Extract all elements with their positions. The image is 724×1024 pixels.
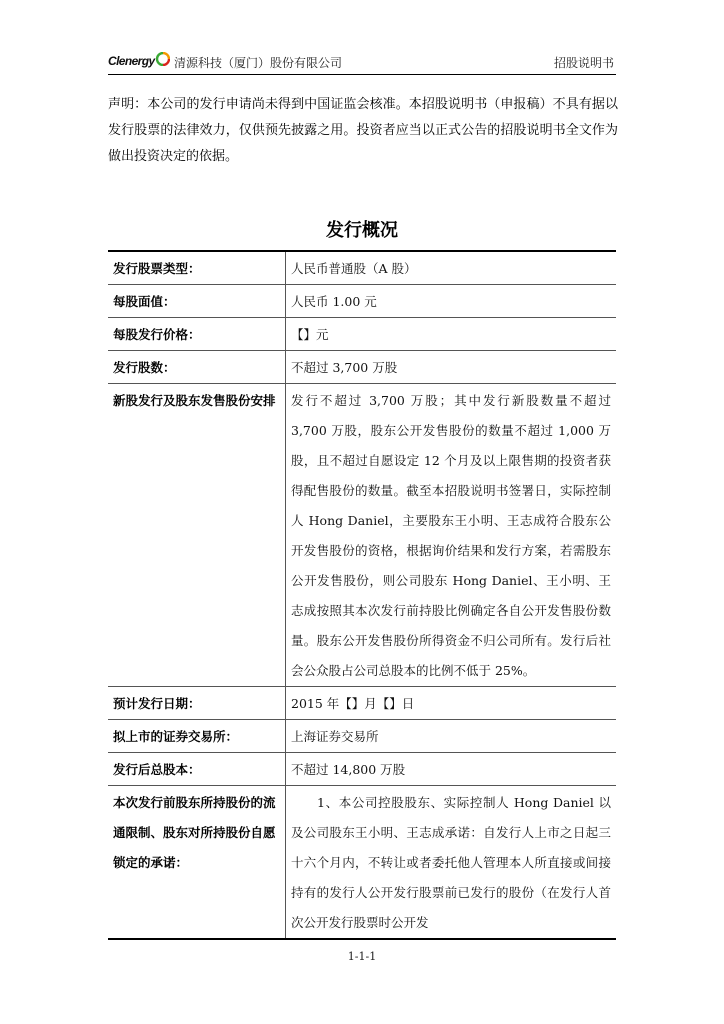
logo-swirl-icon <box>156 52 170 66</box>
table-row <box>108 251 616 285</box>
disclaimer-notice: 声明：本公司的发行申请尚未得到中国证监会核准。本招股说明书（申报稿）不具有据以发行股票的法律效力，仅供预先披露之用。投资者应当以正式公告的招股说明书全文作为做出投资决定的依据。 <box>108 97 618 164</box>
row-value: 不超过 3,700 万股 <box>286 351 617 384</box>
table-row <box>108 384 616 687</box>
row-label: 发行股票类型： <box>108 251 286 285</box>
row-label: 发行股数： <box>108 351 286 384</box>
document-type: 招股说明书 <box>553 56 614 70</box>
row-value: 人民币普通股（A 股） <box>286 251 617 285</box>
offering-overview-table <box>108 250 616 940</box>
company-logo <box>108 54 170 68</box>
row-label: 每股面值： <box>108 285 286 318</box>
row-value: 1、本公司控股股东、实际控制人 Hong Daniel 以及公司股东王小明、王志成承诺：自发行人上市之日起三十六个月内，不转让或者委托他人管理本人所直接或间接持有的发行人公开发行股票前已发行的股份（在发行人首次公开发行股票时公开发 <box>286 786 617 940</box>
row-label: 发行后总股本： <box>108 753 286 786</box>
section-title: 发行概况 <box>326 220 398 241</box>
row-label: 每股发行价格： <box>108 318 286 351</box>
row-value: 发行不超过 3,700 万股；其中发行新股数量不超过 3,700 万股，股东公开发售股份的数量不超过 1,000 万股，且不超过自愿设定 12 个月及以上限售期的投资者获得配售股份的数量。截至本招股说明书签署日，实际控制人 Hong Daniel，主要股东王小明、王志成符合股东公开发售股份的资格，根据询价结果和发行方案，若需股东公开发售股份，则公司股东 Hong Daniel、王小明、王志成按照其本次发行前持股比例确定各自公开发售股份数量。股东公开发售股份所得资金不归公司所有。发行后社会公众股占公司总股本的比例不低于 25%。 <box>286 384 617 687</box>
table-row <box>108 285 616 318</box>
row-label: 本次发行前股东所持股份的流通限制、股东对所持股份自愿锁定的承诺： <box>108 786 286 940</box>
logo-text: Clenergy <box>108 54 155 68</box>
page-number: 1-1-1 <box>347 950 377 963</box>
row-label: 拟上市的证券交易所： <box>108 720 286 753</box>
row-label: 预计发行日期： <box>108 687 286 720</box>
row-value: 上海证券交易所 <box>286 720 617 753</box>
table-row <box>108 318 616 351</box>
row-value: 【】元 <box>286 318 617 351</box>
table-row <box>108 786 616 940</box>
table-row <box>108 687 616 720</box>
page-header <box>108 50 616 75</box>
company-name: 清源科技（厦门）股份有限公司 <box>174 56 343 70</box>
row-value: 2015 年【】月【】日 <box>286 687 617 720</box>
row-label: 新股发行及股东发售股份安排 <box>108 384 286 687</box>
row-value: 人民币 1.00 元 <box>286 285 617 318</box>
row-value: 不超过 14,800 万股 <box>286 753 617 786</box>
table-row <box>108 753 616 786</box>
table-row <box>108 351 616 384</box>
table-row <box>108 720 616 753</box>
